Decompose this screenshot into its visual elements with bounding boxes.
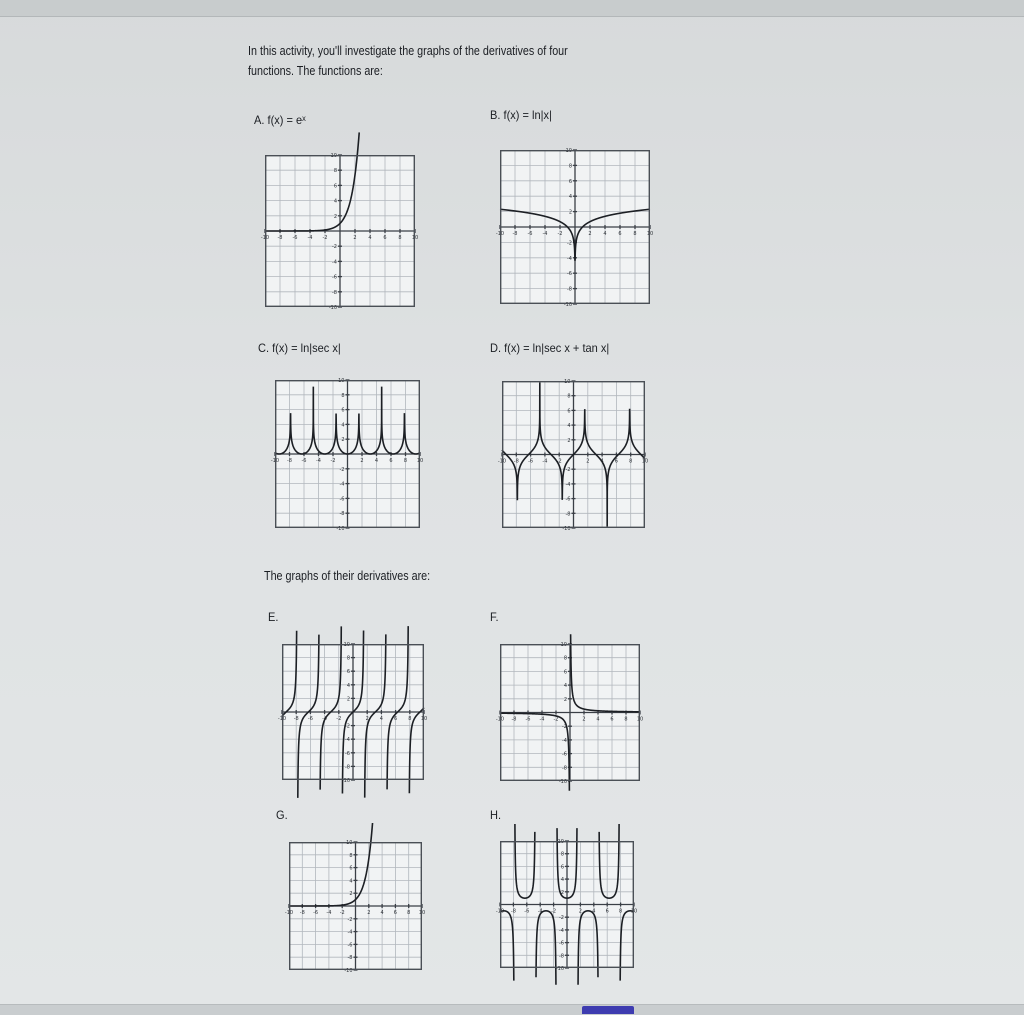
x-tick-label: -2 — [336, 716, 342, 722]
y-tick-label: -8 — [347, 955, 353, 962]
y-tick-label: -6 — [347, 942, 353, 949]
x-tick-label: -8 — [287, 458, 292, 464]
y-tick-label: 10 — [346, 840, 353, 846]
x-tick-label: -10 — [495, 716, 505, 723]
x-tick-label: 4 — [379, 716, 383, 722]
function-label-a: A. f(x) = eˣ — [254, 113, 306, 127]
x-tick-label: 4 — [592, 908, 596, 915]
x-tick-label: -4 — [542, 458, 548, 465]
x-tick-label: 8 — [633, 231, 637, 237]
y-tick-label: 8 — [563, 655, 567, 662]
x-tick-label: -4 — [322, 716, 328, 722]
y-tick-label: -4 — [567, 255, 572, 262]
x-tick-label: 6 — [610, 716, 614, 723]
derivative-label-e: E. — [268, 610, 279, 624]
graph-c — [270, 378, 424, 532]
x-tick-label: 6 — [389, 458, 393, 464]
x-tick-label: 6 — [393, 910, 397, 916]
y-tick-label: -2 — [562, 724, 567, 731]
x-tick-label: -10 — [270, 458, 280, 464]
y-tick-label: 10 — [330, 153, 337, 159]
y-tick-label: 6 — [341, 407, 345, 414]
x-tick-label: -2 — [339, 910, 345, 916]
y-tick-label: 4 — [560, 877, 564, 884]
y-tick-label: 10 — [338, 378, 345, 384]
y-tick-label: 2 — [567, 437, 571, 444]
y-tick-label: -6 — [332, 274, 337, 281]
y-tick-label: 4 — [567, 423, 571, 430]
y-tick-label: 6 — [349, 865, 353, 872]
x-tick-label: 2 — [367, 910, 371, 916]
y-tick-label: -10 — [562, 526, 571, 532]
y-tick-label: 8 — [333, 168, 337, 175]
x-tick-label: -10 — [277, 716, 287, 722]
graph-g — [284, 840, 426, 974]
y-tick-label: -6 — [567, 271, 572, 278]
x-tick-label: -4 — [307, 235, 313, 241]
y-tick-label: 4 — [563, 683, 567, 690]
x-tick-label: 8 — [629, 458, 633, 465]
x-tick-label: 6 — [383, 235, 387, 241]
x-tick-label: -10 — [497, 458, 507, 465]
x-tick-label: 6 — [394, 716, 398, 722]
y-tick-label: 10 — [560, 642, 567, 648]
x-tick-label: 2 — [578, 908, 582, 915]
y-tick-label: -4 — [565, 481, 571, 488]
x-tick-label: 10 — [418, 910, 426, 916]
x-tick-label: -6 — [292, 235, 298, 241]
x-tick-label: 10 — [416, 458, 424, 464]
y-tick-label: -10 — [341, 778, 350, 784]
y-tick-label: -2 — [565, 467, 571, 474]
function-label-c: C. f(x) = ln|sec x| — [258, 341, 341, 355]
y-tick-label: 4 — [568, 194, 572, 201]
y-tick-label: 6 — [567, 408, 571, 415]
x-tick-label: 10 — [630, 908, 638, 915]
y-tick-label: -4 — [562, 737, 567, 744]
x-tick-label: -4 — [539, 716, 545, 723]
y-tick-label: -10 — [344, 968, 353, 974]
x-tick-label: 8 — [408, 716, 412, 722]
graph-h — [495, 839, 638, 972]
function-curve — [265, 132, 359, 231]
y-tick-label: 8 — [568, 163, 572, 170]
y-tick-label: -8 — [565, 511, 571, 518]
x-tick-label: 4 — [374, 458, 379, 464]
y-tick-label: 8 — [349, 852, 353, 859]
graph-e — [277, 642, 428, 784]
x-tick-label: -6 — [528, 458, 534, 465]
x-tick-label: -2 — [330, 458, 336, 464]
y-tick-label: -4 — [347, 929, 353, 936]
y-tick-label: 2 — [349, 891, 353, 898]
y-tick-label: 2 — [341, 437, 345, 444]
intro-line-1: In this activity, you'll investigate the graphs of the derivatives of four — [248, 44, 568, 58]
y-tick-label: 10 — [565, 148, 572, 154]
y-tick-label: -8 — [562, 765, 567, 772]
x-tick-label: -6 — [527, 231, 533, 237]
x-tick-label: 2 — [365, 716, 369, 722]
y-tick-label: 6 — [560, 864, 564, 871]
y-tick-label: -6 — [565, 496, 571, 503]
x-tick-label: -8 — [299, 910, 305, 916]
graph-f — [495, 642, 644, 785]
y-tick-label: -4 — [339, 481, 345, 488]
derivatives-heading: The graphs of their derivatives are: — [264, 569, 431, 583]
y-tick-label: -8 — [339, 511, 345, 518]
y-tick-label: 6 — [333, 183, 337, 190]
x-tick-label: -2 — [322, 235, 328, 241]
y-tick-label: -8 — [332, 289, 337, 296]
x-tick-label: -10 — [284, 910, 294, 916]
x-tick-label: 6 — [614, 458, 618, 465]
x-tick-label: 10 — [411, 235, 419, 241]
y-tick-label: 2 — [346, 696, 350, 703]
y-tick-label: -6 — [562, 751, 567, 758]
x-tick-label: -10 — [495, 231, 505, 237]
x-tick-label: 2 — [582, 716, 586, 723]
y-tick-label: -8 — [559, 953, 564, 960]
y-tick-label: 8 — [567, 393, 571, 400]
x-tick-label: 10 — [636, 716, 644, 723]
y-tick-label: 4 — [346, 682, 350, 689]
x-tick-label: 4 — [368, 235, 372, 241]
function-label-d: D. f(x) = ln|sec x + tan x| — [490, 341, 610, 355]
y-tick-label: 6 — [563, 669, 567, 676]
y-tick-label: 10 — [343, 642, 350, 648]
x-tick-label: -2 — [556, 458, 562, 465]
y-tick-label: -4 — [559, 927, 564, 934]
x-tick-label: -10 — [260, 235, 270, 241]
y-tick-label: 10 — [564, 379, 571, 385]
y-tick-label: 2 — [563, 696, 567, 703]
derivative-label-h: H. — [490, 808, 502, 822]
y-tick-label: 8 — [560, 851, 564, 858]
y-tick-label: -10 — [555, 966, 564, 972]
x-tick-label: -8 — [512, 231, 518, 237]
graph-d — [497, 379, 649, 532]
y-tick-label: -4 — [345, 737, 350, 744]
y-tick-label: -2 — [332, 244, 337, 251]
x-tick-label: 2 — [588, 231, 592, 237]
y-tick-label: -10 — [328, 305, 337, 311]
y-tick-label: 8 — [341, 392, 345, 399]
y-tick-label: 10 — [557, 839, 564, 845]
bottom-button[interactable] — [582, 1006, 634, 1014]
y-tick-label: -10 — [336, 526, 345, 532]
x-tick-label: 4 — [603, 231, 607, 237]
x-tick-label: 2 — [586, 458, 590, 465]
x-tick-label: 2 — [353, 235, 357, 241]
screen-top-edge — [0, 0, 1024, 17]
x-tick-label: 4 — [596, 716, 600, 723]
y-tick-label: -2 — [347, 916, 353, 923]
x-tick-label: 10 — [420, 716, 428, 722]
x-tick-label: 2 — [360, 458, 364, 464]
x-tick-label: 6 — [618, 231, 622, 237]
x-tick-label: -8 — [293, 716, 299, 722]
graph-a — [260, 153, 419, 311]
y-tick-label: -2 — [559, 915, 564, 922]
y-tick-label: -4 — [332, 259, 337, 266]
x-tick-label: -2 — [551, 908, 557, 915]
x-tick-label: -6 — [313, 910, 319, 916]
y-tick-label: 4 — [349, 878, 353, 885]
x-tick-label: -8 — [277, 235, 283, 241]
x-tick-label: -8 — [513, 458, 519, 465]
y-tick-label: 6 — [568, 178, 572, 185]
y-tick-label: 6 — [346, 669, 350, 676]
y-tick-label: -2 — [567, 240, 572, 247]
screen-bottom-edge — [0, 1004, 1024, 1015]
graph-b — [495, 148, 654, 308]
x-tick-label: 10 — [646, 231, 654, 237]
y-tick-label: -6 — [559, 940, 564, 947]
x-tick-label: -6 — [524, 908, 530, 915]
x-tick-label: -4 — [326, 910, 332, 916]
y-tick-label: -2 — [339, 466, 345, 473]
x-tick-label: -6 — [301, 458, 307, 464]
y-tick-label: -6 — [339, 496, 345, 503]
x-tick-label: 8 — [398, 235, 402, 241]
y-tick-label: -10 — [563, 302, 572, 308]
x-tick-label: 4 — [380, 910, 384, 916]
y-tick-label: 8 — [346, 655, 350, 662]
x-tick-label: 6 — [605, 908, 609, 915]
function-label-b: B. f(x) = ln|x| — [490, 108, 552, 122]
y-tick-label: 2 — [560, 889, 564, 896]
y-tick-label: 4 — [333, 198, 337, 205]
y-tick-label: -8 — [345, 764, 350, 771]
derivative-label-g: G. — [276, 808, 288, 822]
y-tick-label: 2 — [333, 213, 337, 220]
x-tick-label: 8 — [407, 910, 411, 916]
x-tick-label: 8 — [624, 716, 628, 723]
y-tick-label: -8 — [567, 286, 572, 293]
x-tick-label: -4 — [542, 231, 548, 237]
y-tick-label: -10 — [558, 779, 567, 785]
x-tick-label: -4 — [316, 458, 321, 464]
y-tick-label: 2 — [568, 209, 572, 216]
x-tick-label: -2 — [557, 231, 563, 237]
x-tick-label: -8 — [510, 908, 516, 915]
x-tick-label: -10 — [495, 908, 505, 915]
x-tick-label: 8 — [619, 908, 623, 915]
x-tick-label: -6 — [525, 716, 531, 723]
x-tick-label: -8 — [511, 716, 517, 723]
x-tick-label: 10 — [641, 458, 649, 465]
x-tick-label: -4 — [537, 908, 543, 915]
derivative-label-f: F. — [490, 610, 499, 624]
x-tick-label: -2 — [553, 716, 559, 723]
x-tick-label: 4 — [600, 458, 604, 465]
x-tick-label: 8 — [403, 458, 408, 464]
x-tick-label: -6 — [307, 716, 313, 722]
y-tick-label: -6 — [345, 750, 350, 757]
y-tick-label: -2 — [345, 723, 350, 730]
intro-line-2: functions. The functions are: — [248, 64, 383, 78]
y-tick-label: 4 — [341, 422, 345, 429]
